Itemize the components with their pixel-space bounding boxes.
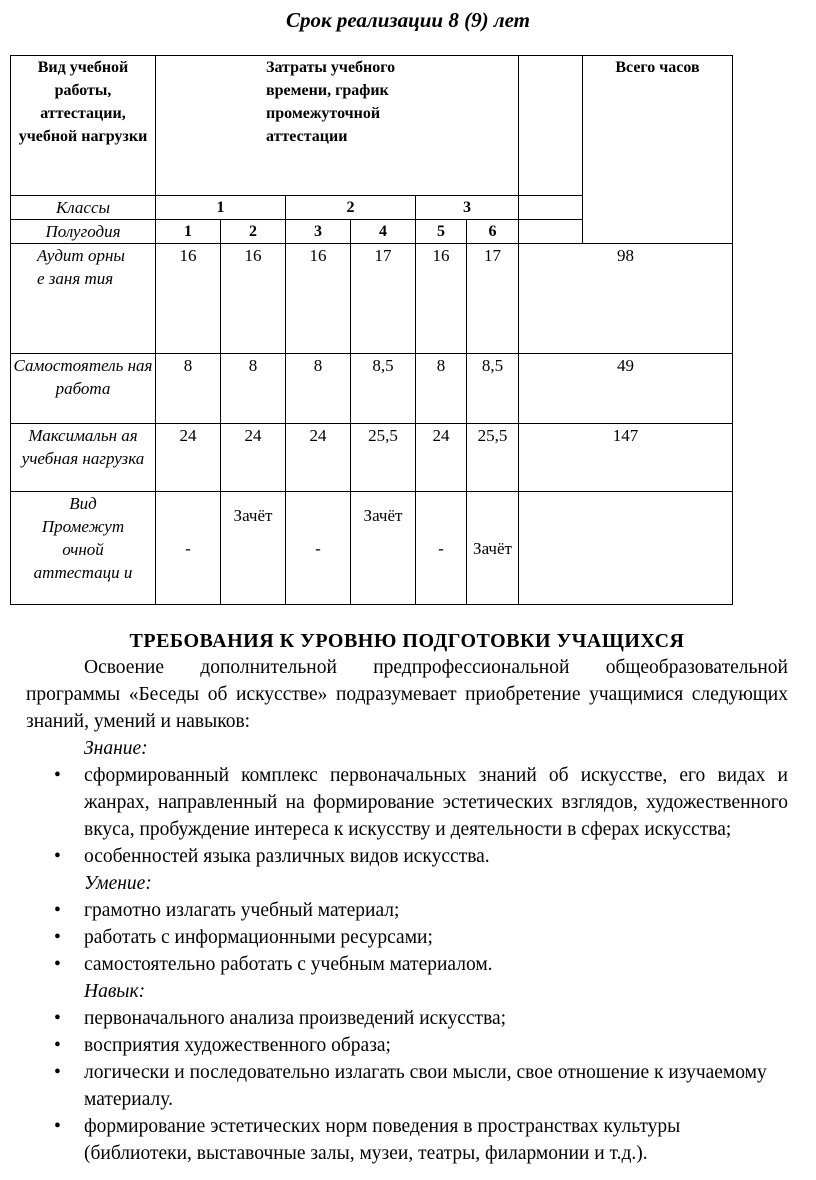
- header-costs: Затраты учебного времени, график промежуточной аттестации: [156, 56, 519, 196]
- table-cell: 16: [156, 244, 221, 354]
- list-item: [26, 1005, 788, 1032]
- bullet-icon: •: [54, 1062, 61, 1083]
- header-work-type: Вид учебной работы, аттестации, учебной нагрузки: [11, 56, 156, 196]
- list-item-text: формирование эстетических норм поведения в пространствах культуры (библиотеки, выставочные залы, музеи, театры, филармонии и т.д.).: [84, 1116, 681, 1164]
- table-cell-total: 147: [519, 424, 733, 492]
- table-cell: Зачёт: [221, 492, 286, 605]
- table-cell: 16: [286, 244, 351, 354]
- table-cell: 8,5: [467, 354, 519, 424]
- bullet-icon: •: [54, 846, 61, 867]
- table-cell: Зачёт: [467, 492, 519, 605]
- table-cell: 17: [467, 244, 519, 354]
- study-hours-table: [10, 55, 733, 605]
- list-item-text: самостоятельно работать с учебным материалом.: [84, 954, 493, 975]
- table-cell: 24: [286, 424, 351, 492]
- requirements-section: [26, 628, 788, 1167]
- table-cell: Зачёт: [351, 492, 416, 605]
- list-item: [26, 843, 788, 870]
- list-item: [26, 1113, 788, 1167]
- row-label-classroom: Аудит орны е заня тия: [11, 244, 156, 354]
- list-item-text: сформированный комплекс первоначальных знаний об искусстве, его видах и жанрах, направленный на формирование эстетических взглядов, художественного вкуса, пробуждение интереса к искусству и деятельности в сферах искусства;: [84, 765, 788, 840]
- semester-1: 1: [156, 220, 221, 244]
- bullet-icon: •: [54, 954, 61, 975]
- table-cell: 8: [416, 354, 467, 424]
- list-item: [26, 897, 788, 924]
- header-empty-cell: [519, 56, 583, 196]
- classes-label: Классы: [11, 196, 156, 220]
- list-item: [26, 951, 788, 978]
- table-cell-total: [519, 492, 733, 605]
- list-item: [26, 1032, 788, 1059]
- bullet-icon: •: [54, 765, 61, 786]
- table-cell-total: 49: [519, 354, 733, 424]
- habit-label: Навык:: [84, 981, 146, 1002]
- semester-5: 5: [416, 220, 467, 244]
- table-cell: -: [416, 492, 467, 605]
- row-label-max-load: Максимальн ая учебная нагрузка: [11, 424, 156, 492]
- classes-empty-cell: [519, 196, 583, 220]
- list-item: [26, 1059, 788, 1113]
- semester-6: 6: [467, 220, 519, 244]
- table-cell: 24: [156, 424, 221, 492]
- list-item-text: восприятия художественного образа;: [84, 1035, 391, 1056]
- skill-label: Умение:: [84, 873, 152, 894]
- table-cell-total: 98: [519, 244, 733, 354]
- knowledge-label: Знание:: [84, 738, 148, 759]
- table-cell: 16: [416, 244, 467, 354]
- table-cell: 25,5: [351, 424, 416, 492]
- skill-list: [26, 897, 788, 978]
- semesters-label: Полугодия: [11, 220, 156, 244]
- table-cell: 8: [286, 354, 351, 424]
- semester-3: 3: [286, 220, 351, 244]
- table-cell: -: [156, 492, 221, 605]
- page-title: Срок реализации 8 (9) лет: [285, 8, 531, 32]
- class-1: 1: [156, 196, 286, 220]
- header-total-hours: Всего часов: [583, 56, 733, 244]
- table-cell: 8: [156, 354, 221, 424]
- requirements-heading: ТРЕБОВАНИЯ К УРОВНЮ ПОДГОТОВКИ УЧАЩИХСЯ: [129, 630, 685, 652]
- row-label-independent: Самостоятель ная работа: [11, 354, 156, 424]
- habit-list: [26, 1005, 788, 1167]
- semester-4: 4: [351, 220, 416, 244]
- semesters-empty-cell: [519, 220, 583, 244]
- table-cell: 25,5: [467, 424, 519, 492]
- table-cell: 24: [221, 424, 286, 492]
- bullet-icon: •: [54, 927, 61, 948]
- table-cell: 16: [221, 244, 286, 354]
- list-item-text: логически и последовательно излагать свои мысли, свое отношение к изучаемому материалу.: [84, 1062, 767, 1110]
- knowledge-list: [26, 762, 788, 870]
- bullet-icon: •: [54, 1008, 61, 1029]
- table-cell: 8,5: [351, 354, 416, 424]
- semester-2: 2: [221, 220, 286, 244]
- table-cell: 17: [351, 244, 416, 354]
- table-cell: -: [286, 492, 351, 605]
- class-2: 2: [286, 196, 416, 220]
- table-cell: 24: [416, 424, 467, 492]
- table-cell: 8: [221, 354, 286, 424]
- list-item-text: работать с информационными ресурсами;: [84, 927, 433, 948]
- bullet-icon: •: [54, 900, 61, 921]
- row-label-attestation: Вид Промежут очной аттестаци и: [11, 492, 156, 605]
- list-item-text: первоначального анализа произведений искусства;: [84, 1008, 507, 1029]
- bullet-icon: •: [54, 1035, 61, 1056]
- class-3: 3: [416, 196, 519, 220]
- requirements-intro: Освоение дополнительной предпрофессиональной общеобразовательной программы «Беседы об искусстве» подразумевает приобретение учащимися следующих знаний, умений и навыков:: [26, 657, 788, 732]
- list-item-text: грамотно излагать учебный материал;: [84, 900, 400, 921]
- list-item-text: особенностей языка различных видов искусства.: [84, 846, 490, 867]
- bullet-icon: •: [54, 1116, 61, 1137]
- list-item: [26, 924, 788, 951]
- list-item: [26, 762, 788, 843]
